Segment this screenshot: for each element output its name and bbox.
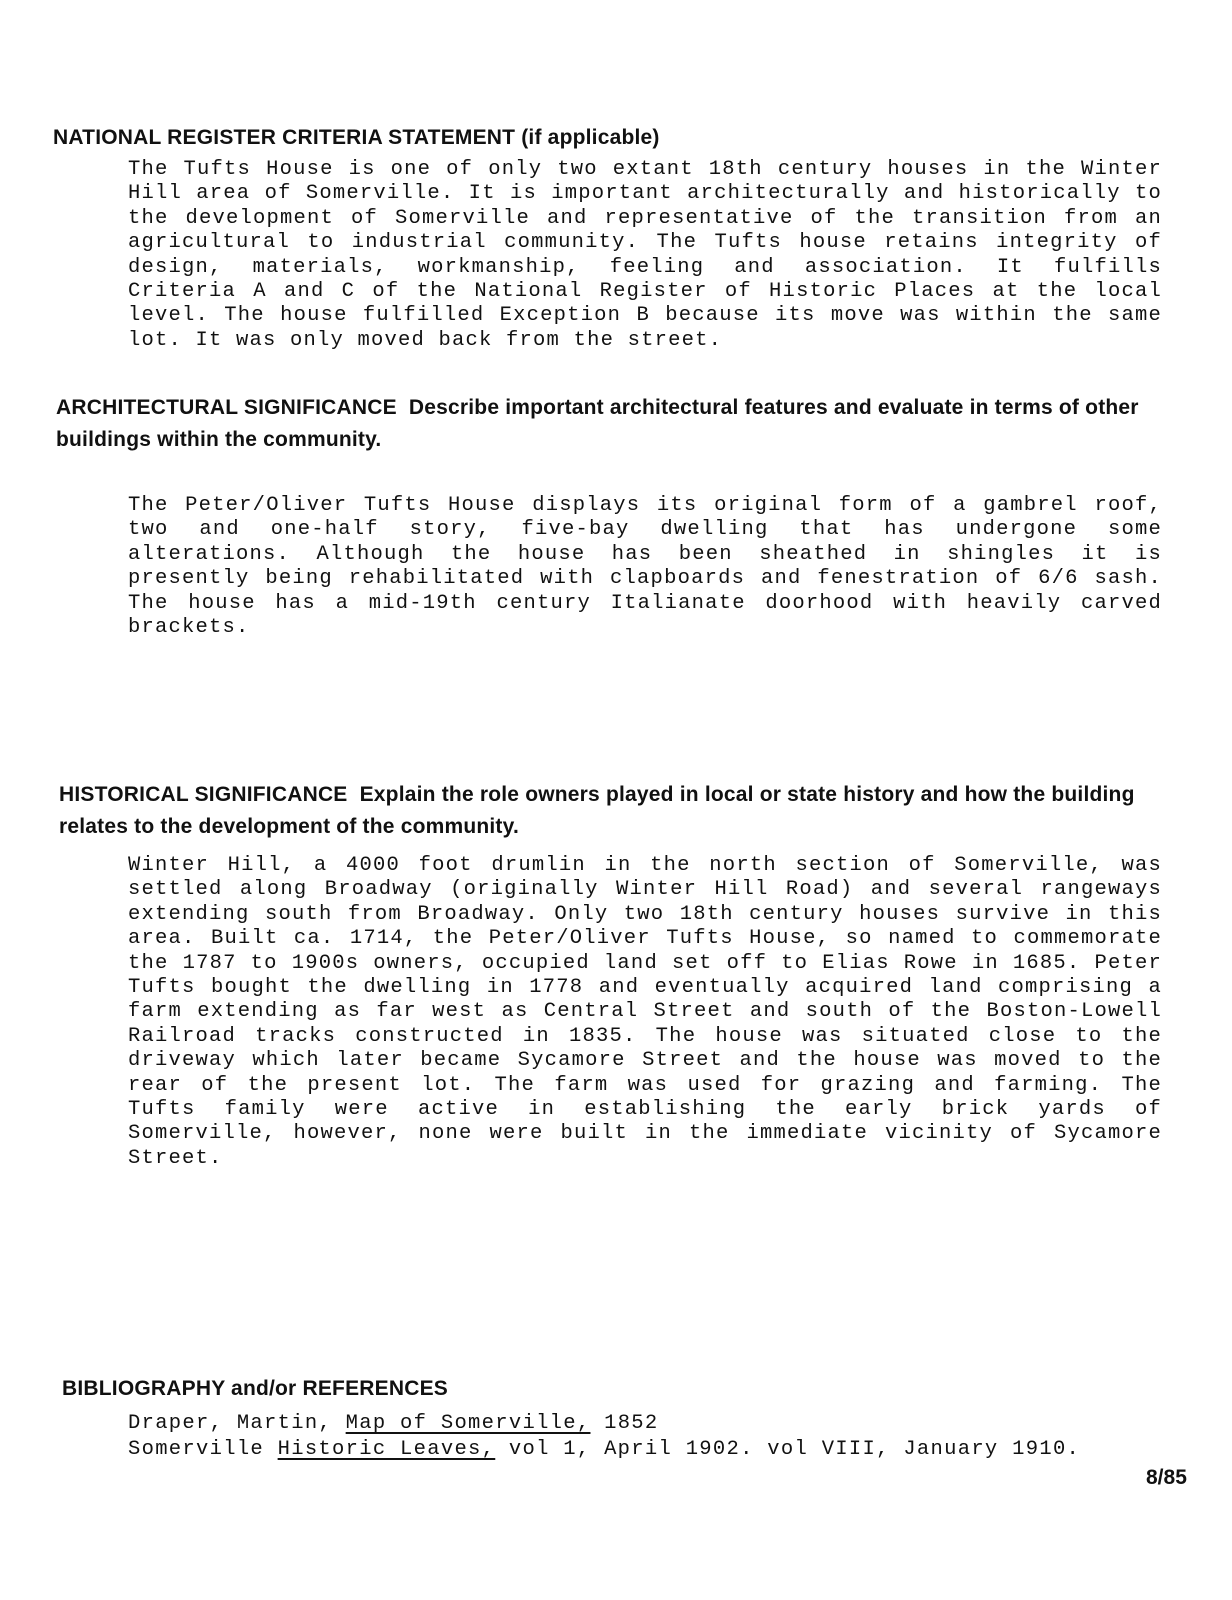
architectural-significance-heading — [56, 392, 1206, 456]
bibliography-entry-title: Map of Somerville, — [345, 1412, 591, 1435]
historical-significance-prompt: Explain the role owners played in local or state history and how the building relates to the development of the community. — [59, 783, 1135, 838]
architectural-significance-label: ARCHITECTURAL SIGNIFICANCE — [56, 396, 397, 419]
bibliography-entry — [128, 1411, 659, 1437]
national-register-text: The Tufts House is one of only two extant 18th century houses in the Winter Hill area of Somerville. It is important architecturally and historically to the development of Somerville and representative of the transition from an agricultural to industrial community. The Tufts house retains integrity of design, materials, workmanship, feeling and association. It fulfills Criteria A and C of the National Register of Historic Places at the local level. The house fulfilled Exception B because its move was within the same lot. It was only moved back from the street. — [128, 158, 1162, 352]
national-register-heading: NATIONAL REGISTER CRITERIA STATEMENT (if applicable) — [53, 126, 660, 149]
architectural-significance-prompt: Describe important architectural features and evaluate in terms of other buildings within the community. — [56, 396, 1139, 451]
historical-significance-label: HISTORICAL SIGNIFICANCE — [59, 783, 348, 806]
bibliography-entry — [128, 1437, 1080, 1463]
architectural-significance-text: The Peter/Oliver Tufts House displays its original form of a gambrel roof, two and one-half story, five-bay dwelling that has undergone some alterations. Although the house has been sheathed in shingles it is presently being rehabilitated with clapboards and fenestration of 6/6 sash. The house has a mid-19th century Italianate doorhood with heavily carved brackets. — [128, 494, 1162, 640]
bibliography-entry-detail: 1852 — [590, 1412, 659, 1435]
bibliography-entry-author: Draper, Martin, — [128, 1412, 346, 1435]
historical-significance-heading — [59, 779, 1209, 843]
historical-significance-text: Winter Hill, a 4000 foot drumlin in the north section of Somerville, was settled along Broadway (originally Winter Hill Road) and several rangeways extending south from Broadway. Only two 18th century houses survive in this area. Built ca. 1714, the Peter/Oliver Tufts House, so named to commemorate the 1787 to 1900s owners, occupied land set off to Elias Rowe in 1685. Peter Tufts bought the dwelling in 1778 and eventually acquired land comprising a farm extending as far west as Central Street and south of the Boston-Lowell Railroad tracks constructed in 1835. The house was situated close to the driveway which later became Sycamore Street and the house was moved to the rear of the present lot. The farm was used for grazing and farming. The Tufts family were active in establishing the early brick yards of Somerville, however, none were built in the immediate vicinity of Sycamore Street. — [128, 854, 1162, 1170]
page-number: 8/85 — [1146, 1466, 1187, 1489]
bibliography-entry-detail: vol 1, April 1902. vol VIII, January 1910. — [495, 1438, 1081, 1461]
bibliography-entry-title: Historic Leaves, — [277, 1438, 496, 1461]
bibliography-heading: BIBLIOGRAPHY and/or REFERENCES — [62, 1377, 448, 1400]
bibliography-entry-author: Somerville — [128, 1438, 278, 1461]
